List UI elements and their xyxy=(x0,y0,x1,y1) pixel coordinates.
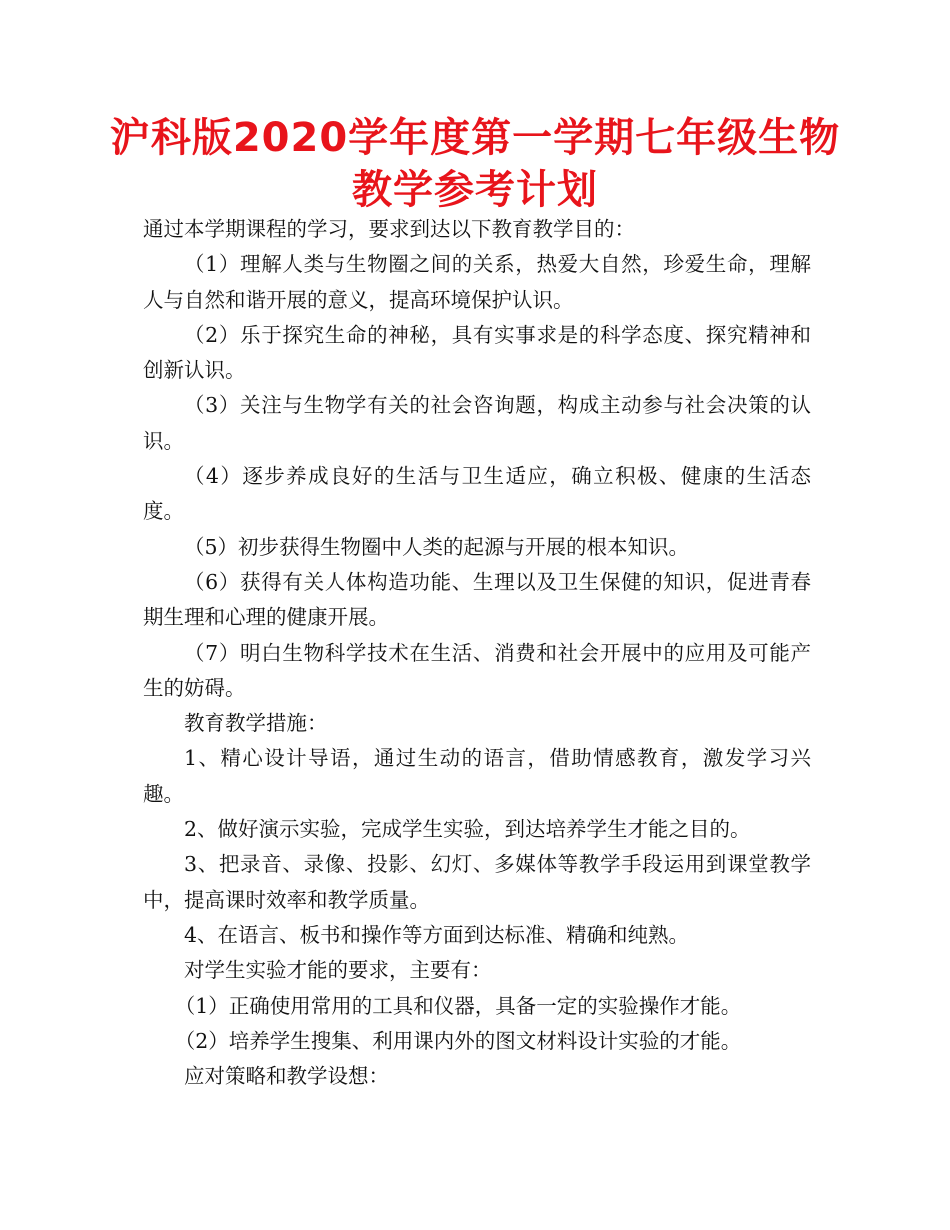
paragraph: 通过本学期课程的学习，要求到达以下教育教学目的： xyxy=(143,217,635,241)
section-heading: 对学生实验才能的要求，主要有： xyxy=(184,958,492,983)
paragraph: 2、做好演示实验，完成学生实验，到达培养学生才能之目的。 xyxy=(184,817,751,842)
paragraph: （2）乐于探究生命的神秘，具有实事求是的科学态度、探究精神和创新认识。 xyxy=(143,322,811,383)
paragraph: 4、在语言、板书和操作等方面到达标准、精确和纯熟。 xyxy=(184,922,690,947)
paragraph: （3）关注与生物学有关的社会咨询题，构成主动参与社会决策的认识。 xyxy=(143,393,811,453)
paragraph: 3、把录音、录像、投影、幻灯、多媒体等教学手段运用到课堂教学中，提高课时效率和教学质量。 xyxy=(143,852,811,912)
paragraph: （1）理解人类与生物圈之间的关系，热爱大自然，珍爱生命，理解人与自然和谐开展的意义，提高环境保护认识。 xyxy=(143,252,811,312)
paragraph: （6）获得有关人体构造功能、生理以及卫生保健的知识，促进青春期生理和心理的健康开展。 xyxy=(143,569,811,630)
paragraph: （4）逐步养成良好的生活与卫生适应，确立积极、健康的生活态度。 xyxy=(143,464,811,524)
paragraph: （7）明白生物科学技术在生活、消费和社会开展中的应用及可能产生的妨碍。 xyxy=(143,640,811,700)
section-heading: 教育教学措施： xyxy=(184,711,328,736)
paragraph: （2）培养学生搜集、利用课内外的图文材料设计实验的才能。 xyxy=(174,1028,742,1053)
paragraph: 1、精心设计导语，通过生动的语言，借助情感教育，激发学习兴趣。 xyxy=(143,746,811,806)
paragraph: （5）初步获得生物圈中人类的起源与开展的根本知识。 xyxy=(184,534,690,559)
section-heading: 应对策略和教学设想： xyxy=(184,1064,389,1089)
document-body xyxy=(143,212,811,1094)
paragraph: （1）正确使用常用的工具和仪器，具备一定的实验操作才能。 xyxy=(174,993,742,1018)
document-title: 沪科版2020学年度第一学期七年级生物教学参考计划 xyxy=(109,115,841,213)
